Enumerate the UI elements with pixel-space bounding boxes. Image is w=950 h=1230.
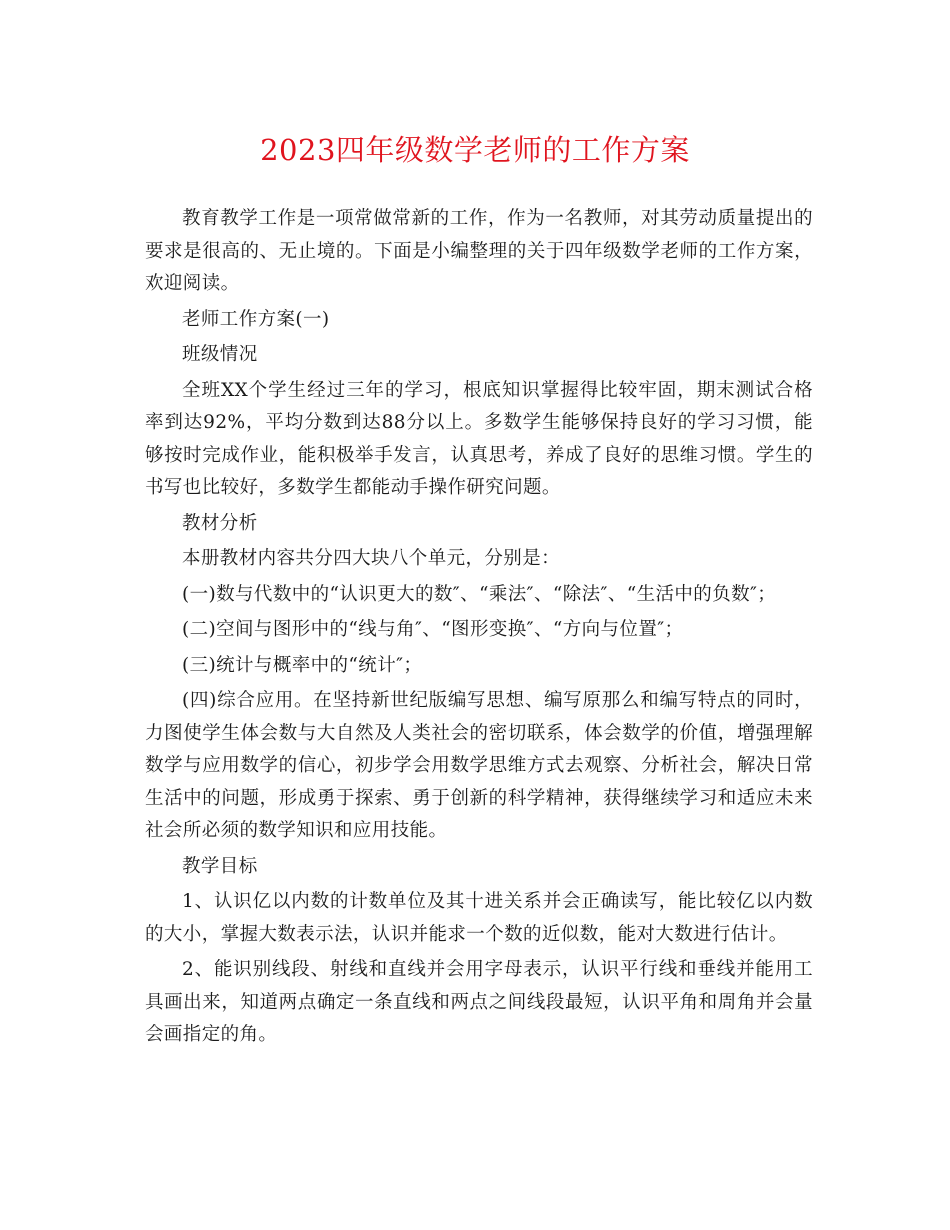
paragraph: 全班XX个学生经过三年的学习，根底知识掌握得比较牢固，期末测试合格率到达92%，平均分数到达88分以上。多数学生能够保持良好的学习习惯，能够按时完成作业，能积极举手发言，认真思考，养成了良好的思维习惯。学生的书写也比较好，多数学生都能动手操作研究问题。 <box>145 379 813 498</box>
page-title: 2023四年级数学老师的工作方案 <box>260 133 690 167</box>
subsection-heading: 班级情况 <box>182 344 258 365</box>
list-item: (三)统计与概率中的“统计″； <box>182 654 423 676</box>
subsection-heading: 教材分析 <box>182 512 258 534</box>
subsection-heading: 教学目标 <box>182 855 258 877</box>
intro-paragraph: 教育教学工作是一项常做常新的工作，作为一名教师，对其劳动质量提出的要求是很高的、无止境的。下面是小编整理的关于四年级数学老师的工作方案，欢迎阅读。 <box>145 208 813 294</box>
list-item: (一)数与代数中的“认识更大的数″、“乘法″、“除法″、“生活中的负数″； <box>182 583 777 605</box>
list-item: 1、认识亿以内数的计数单位及其十进关系并会正确读写，能比较亿以内数的大小，掌握大数表示法，认识并能求一个数的近似数，能对大数进行估计。 <box>145 891 813 945</box>
section-heading: 老师工作方案(一) <box>182 308 330 330</box>
list-item: (四)综合应用。在坚持新世纪版编写思想、编写原那么和编写特点的同时，力图使学生体会数与大自然及人类社会的密切联系，体会数学的价值，增强理解数学与应用数学的信心，初步学会用数学思维方式去观察、分析社会，解决日常生活中的问题，形成勇于探索、勇于创新的科学精神，获得继续学习和适应未来社会所必须的数学知识和应用技能。 <box>145 690 813 841</box>
paragraph: 本册教材内容共分四大块八个单元，分别是： <box>182 548 561 569</box>
document-body <box>145 203 813 1052</box>
list-item: 2、能识别线段、射线和直线并会用字母表示，认识平行线和垂线并能用工具画出来，知道两点确定一条直线和两点之间线段最短，认识平角和周角并会量会画指定的角。 <box>145 959 813 1045</box>
list-item: (二)空间与图形中的“线与角″、“图形变换″、“方向与位置″； <box>182 619 684 640</box>
